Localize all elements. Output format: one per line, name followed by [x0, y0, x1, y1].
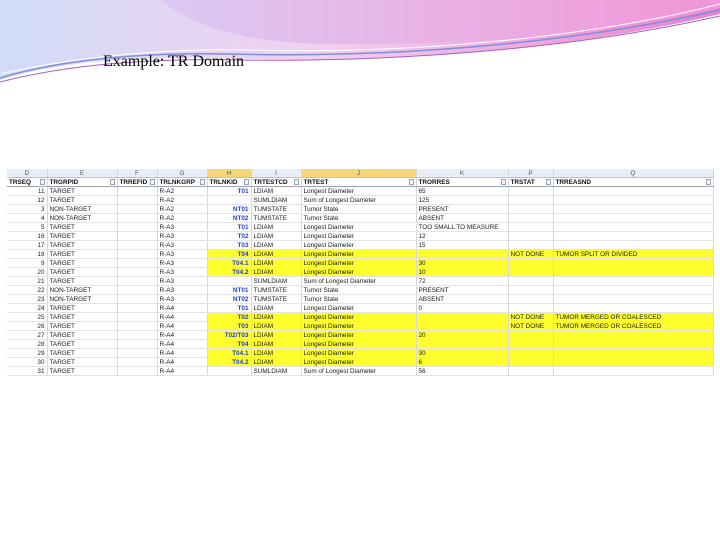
trlnkgrp-cell[interactable]: R-A2	[157, 214, 207, 223]
trseq-cell[interactable]: 21	[7, 277, 47, 286]
trreasnd-cell[interactable]	[553, 232, 713, 241]
table-row	[7, 331, 713, 340]
trtest-cell[interactable]: Longest Diameter	[301, 187, 416, 196]
trrefid-cell[interactable]	[117, 214, 157, 223]
trtest-cell[interactable]: Longest Diameter	[301, 313, 416, 322]
trstat-cell[interactable]	[508, 241, 553, 250]
trtestcd-cell[interactable]: SUMLDIAM	[251, 277, 301, 286]
trorres-cell[interactable]: 0	[416, 304, 508, 313]
trreasnd-cell[interactable]	[553, 349, 713, 358]
trlnkid-cell[interactable]: T04	[207, 340, 251, 349]
trgrpid-cell[interactable]: TARGET	[47, 250, 117, 259]
trorres-cell[interactable]: 72	[416, 277, 508, 286]
trtestcd-cell[interactable]: TUMSTATE	[251, 286, 301, 295]
trlnkgrp-cell[interactable]: R-A3	[157, 259, 207, 268]
filter-dropdown-icon[interactable]	[294, 179, 299, 185]
decorative-banner	[0, 0, 720, 90]
trseq-cell[interactable]: 16	[7, 232, 47, 241]
trseq-cell[interactable]: 24	[7, 304, 47, 313]
trseq-cell[interactable]: 9	[7, 259, 47, 268]
table-row	[7, 367, 713, 376]
trlnkgrp-cell[interactable]: R-A3	[157, 250, 207, 259]
trreasnd-cell[interactable]	[553, 340, 713, 349]
trtestcd-cell[interactable]: LDIAM	[251, 232, 301, 241]
trstat-cell[interactable]	[508, 187, 553, 196]
trseq-cell[interactable]: 18	[7, 250, 47, 259]
trtest-cell[interactable]: Tumor State	[301, 295, 416, 304]
table-row	[7, 214, 713, 223]
table-row	[7, 268, 713, 277]
header-label: TRREFID	[119, 178, 148, 186]
trlnkid-cell[interactable]	[207, 367, 251, 376]
trtestcd-cell[interactable]: LDIAM	[251, 358, 301, 367]
trgrpid-cell[interactable]: NON-TARGET	[47, 214, 117, 223]
column-letter[interactable]: F	[117, 169, 157, 178]
trgrpid-cell[interactable]: TARGET	[47, 358, 117, 367]
trtestcd-cell[interactable]: LDIAM	[251, 241, 301, 250]
table-row	[7, 322, 713, 331]
header-label: TRREASND	[555, 178, 592, 186]
trorres-cell[interactable]: PRESENT	[416, 286, 508, 295]
trorres-cell[interactable]: 15	[416, 241, 508, 250]
trgrpid-cell[interactable]: TARGET	[47, 322, 117, 331]
trtestcd-cell[interactable]: LDIAM	[251, 268, 301, 277]
trstat-cell[interactable]	[508, 331, 553, 340]
column-letter-row	[7, 169, 713, 178]
trstat-cell[interactable]	[508, 304, 553, 313]
trseq-cell[interactable]: 4	[7, 214, 47, 223]
trgrpid-cell[interactable]: TARGET	[47, 304, 117, 313]
trorres-cell[interactable]: 10	[416, 268, 508, 277]
trreasnd-cell[interactable]: TUMOR MERGED OR COALESCED	[553, 313, 713, 322]
trreasnd-cell[interactable]: TUMOR MERGED OR COALESCED	[553, 322, 713, 331]
trorres-cell[interactable]	[416, 340, 508, 349]
trseq-cell[interactable]: 12	[7, 196, 47, 205]
trreasnd-cell[interactable]	[553, 241, 713, 250]
column-letter[interactable]: D	[7, 169, 47, 178]
trtestcd-cell[interactable]: SUMLDIAM	[251, 367, 301, 376]
trrefid-cell[interactable]	[117, 322, 157, 331]
trtestcd-cell[interactable]: LDIAM	[251, 223, 301, 232]
trrefid-cell[interactable]	[117, 232, 157, 241]
trstat-cell[interactable]	[508, 340, 553, 349]
filter-dropdown-icon[interactable]	[409, 179, 414, 185]
trtestcd-cell[interactable]: LDIAM	[251, 340, 301, 349]
trlnkid-cell[interactable]: T04.2	[207, 268, 251, 277]
trtest-cell[interactable]: Longest Diameter	[301, 232, 416, 241]
trrefid-cell[interactable]	[117, 349, 157, 358]
trseq-cell[interactable]: 28	[7, 340, 47, 349]
trorres-cell[interactable]: 56	[416, 367, 508, 376]
trlnkgrp-cell[interactable]: R-A2	[157, 205, 207, 214]
header-row	[7, 178, 713, 187]
table-row	[7, 304, 713, 313]
trreasnd-cell[interactable]	[553, 295, 713, 304]
trorres-cell[interactable]: 30	[416, 259, 508, 268]
trtestcd-cell[interactable]: TUMSTATE	[251, 214, 301, 223]
trgrpid-cell[interactable]: TARGET	[47, 331, 117, 340]
trlnkid-cell[interactable]	[207, 277, 251, 286]
trrefid-cell[interactable]	[117, 205, 157, 214]
trlnkgrp-cell[interactable]: R-A4	[157, 367, 207, 376]
table-row	[7, 349, 713, 358]
trlnkgrp-cell[interactable]: R-A4	[157, 322, 207, 331]
trreasnd-cell[interactable]	[553, 331, 713, 340]
trrefid-cell[interactable]	[117, 358, 157, 367]
trorres-cell[interactable]: ABSENT	[416, 214, 508, 223]
trlnkid-cell[interactable]: T03	[207, 322, 251, 331]
trlnkid-cell[interactable]: T02/T03	[207, 331, 251, 340]
trseq-cell[interactable]: 5	[7, 223, 47, 232]
header-label: TRTEST	[303, 178, 329, 186]
trlnkgrp-cell[interactable]: R-A3	[157, 223, 207, 232]
trlnkgrp-cell[interactable]: R-A4	[157, 358, 207, 367]
trlnkgrp-cell[interactable]: R-A4	[157, 340, 207, 349]
trtest-cell[interactable]: Longest Diameter	[301, 268, 416, 277]
table-body	[7, 187, 713, 376]
filter-dropdown-icon[interactable]	[706, 179, 711, 185]
column-header	[117, 178, 157, 187]
column-header	[7, 178, 47, 187]
trlnkgrp-cell[interactable]: R-A3	[157, 295, 207, 304]
trgrpid-cell[interactable]: TARGET	[47, 223, 117, 232]
trstat-cell[interactable]	[508, 277, 553, 286]
trorres-cell[interactable]: PRESENT	[416, 205, 508, 214]
trgrpid-cell[interactable]: TARGET	[47, 241, 117, 250]
table-row	[7, 340, 713, 349]
trstat-cell[interactable]	[508, 205, 553, 214]
trlnkgrp-cell[interactable]: R-A2	[157, 187, 207, 196]
trlnkid-cell[interactable]: T04.2	[207, 358, 251, 367]
table-row	[7, 187, 713, 196]
column-header	[251, 178, 301, 187]
trtest-cell[interactable]: Longest Diameter	[301, 340, 416, 349]
trstat-cell[interactable]: NOT DONE	[508, 250, 553, 259]
trlnkgrp-cell[interactable]: R-A3	[157, 268, 207, 277]
trlnkid-cell[interactable]: T01	[207, 304, 251, 313]
trtestcd-cell[interactable]: TUMSTATE	[251, 205, 301, 214]
table-row	[7, 223, 713, 232]
trreasnd-cell[interactable]	[553, 205, 713, 214]
trstat-cell[interactable]	[508, 349, 553, 358]
trorres-cell[interactable]	[416, 322, 508, 331]
trreasnd-cell[interactable]	[553, 304, 713, 313]
trgrpid-cell[interactable]: TARGET	[47, 313, 117, 322]
trlnkid-cell[interactable]: NT02	[207, 295, 251, 304]
column-letter[interactable]: E	[47, 169, 117, 178]
trorres-cell[interactable]: ABSENT	[416, 295, 508, 304]
trorres-cell[interactable]	[416, 313, 508, 322]
table-row	[7, 286, 713, 295]
trtest-cell[interactable]: Tumor State	[301, 214, 416, 223]
trseq-cell[interactable]: 11	[7, 187, 47, 196]
trgrpid-cell[interactable]: TARGET	[47, 367, 117, 376]
header-label: TRTESTCD	[253, 178, 288, 186]
trtestcd-cell[interactable]: LDIAM	[251, 322, 301, 331]
table-row	[7, 358, 713, 367]
trstat-cell[interactable]	[508, 295, 553, 304]
trreasnd-cell[interactable]	[553, 367, 713, 376]
column-header	[301, 178, 416, 187]
trtest-cell[interactable]: Sum of Longest Diameter	[301, 367, 416, 376]
trlnkid-cell[interactable]: NT01	[207, 205, 251, 214]
trstat-cell[interactable]	[508, 358, 553, 367]
trrefid-cell[interactable]	[117, 340, 157, 349]
column-letter[interactable]: Q	[553, 169, 713, 178]
trrefid-cell[interactable]	[117, 304, 157, 313]
trtestcd-cell[interactable]: LDIAM	[251, 304, 301, 313]
column-letter[interactable]: I	[251, 169, 301, 178]
trtest-cell[interactable]: Longest Diameter	[301, 322, 416, 331]
trtestcd-cell[interactable]: SUMLDIAM	[251, 196, 301, 205]
trreasnd-cell[interactable]	[553, 223, 713, 232]
trreasnd-cell[interactable]: TUMOR SPLIT OR DIVIDED	[553, 250, 713, 259]
trstat-cell[interactable]	[508, 196, 553, 205]
trorres-cell[interactable]: TOO SMALL TO MEASURE	[416, 223, 508, 232]
trrefid-cell[interactable]	[117, 277, 157, 286]
trlnkid-cell[interactable]: T04	[207, 250, 251, 259]
trreasnd-cell[interactable]	[553, 259, 713, 268]
header-label: TRORRES	[418, 178, 450, 186]
trrefid-cell[interactable]	[117, 331, 157, 340]
trseq-cell[interactable]: 27	[7, 331, 47, 340]
trtest-cell[interactable]: Longest Diameter	[301, 223, 416, 232]
trorres-cell[interactable]: 30	[416, 349, 508, 358]
trlnkgrp-cell[interactable]: R-A3	[157, 277, 207, 286]
trtest-cell[interactable]: Tumor State	[301, 205, 416, 214]
filter-dropdown-icon[interactable]	[200, 179, 205, 185]
trreasnd-cell[interactable]	[553, 358, 713, 367]
trseq-cell[interactable]: 26	[7, 322, 47, 331]
trstat-cell[interactable]	[508, 268, 553, 277]
column-letter[interactable]: K	[416, 169, 508, 178]
header-label: TRSEQ	[9, 178, 32, 186]
trstat-cell[interactable]	[508, 214, 553, 223]
column-header	[416, 178, 508, 187]
trorres-cell[interactable]: 20	[416, 331, 508, 340]
header-label: TRLNKID	[209, 178, 238, 186]
filter-dropdown-icon[interactable]	[110, 179, 115, 185]
trrefid-cell[interactable]	[117, 286, 157, 295]
trtestcd-cell[interactable]: LDIAM	[251, 250, 301, 259]
trlnkid-cell[interactable]: T01	[207, 223, 251, 232]
trtest-cell[interactable]: Longest Diameter	[301, 250, 416, 259]
filter-dropdown-icon[interactable]	[244, 179, 249, 185]
trseq-cell[interactable]: 25	[7, 313, 47, 322]
spreadsheet-table	[7, 169, 714, 376]
trrefid-cell[interactable]	[117, 196, 157, 205]
trlnkgrp-cell[interactable]: R-A2	[157, 196, 207, 205]
trreasnd-cell[interactable]	[553, 268, 713, 277]
trrefid-cell[interactable]	[117, 367, 157, 376]
trrefid-cell[interactable]	[117, 223, 157, 232]
trseq-cell[interactable]: 17	[7, 241, 47, 250]
trtest-cell[interactable]: Longest Diameter	[301, 241, 416, 250]
trstat-cell[interactable]	[508, 232, 553, 241]
trlnkgrp-cell[interactable]: R-A4	[157, 331, 207, 340]
trseq-cell[interactable]: 29	[7, 349, 47, 358]
trtest-cell[interactable]: Longest Diameter	[301, 349, 416, 358]
column-letter[interactable]: G	[157, 169, 207, 178]
trgrpid-cell[interactable]: NON-TARGET	[47, 286, 117, 295]
column-letter[interactable]: H	[207, 169, 251, 178]
trtest-cell[interactable]: Tumor State	[301, 286, 416, 295]
trseq-cell[interactable]: 3	[7, 205, 47, 214]
trrefid-cell[interactable]	[117, 250, 157, 259]
trgrpid-cell[interactable]: TARGET	[47, 196, 117, 205]
filter-dropdown-icon[interactable]	[546, 179, 551, 185]
trtest-cell[interactable]: Sum of Longest Diameter	[301, 277, 416, 286]
trstat-cell[interactable]	[508, 367, 553, 376]
slide-title: Example: TR Domain	[103, 53, 245, 70]
trgrpid-cell[interactable]: TARGET	[47, 277, 117, 286]
trorres-cell[interactable]: 6	[416, 358, 508, 367]
trgrpid-cell[interactable]: TARGET	[47, 268, 117, 277]
column-letter[interactable]: P	[508, 169, 553, 178]
trtest-cell[interactable]: Sum of Longest Diameter	[301, 196, 416, 205]
trrefid-cell[interactable]	[117, 295, 157, 304]
trlnkgrp-cell[interactable]: R-A3	[157, 232, 207, 241]
filter-dropdown-icon[interactable]	[40, 179, 45, 185]
trtest-cell[interactable]: Longest Diameter	[301, 304, 416, 313]
trstat-cell[interactable]	[508, 259, 553, 268]
trlnkgrp-cell[interactable]: R-A3	[157, 286, 207, 295]
trorres-cell[interactable]: 65	[416, 187, 508, 196]
header-label: TRGRPID	[49, 178, 79, 186]
trstat-cell[interactable]	[508, 223, 553, 232]
trreasnd-cell[interactable]	[553, 214, 713, 223]
trseq-cell[interactable]: 23	[7, 295, 47, 304]
trtestcd-cell[interactable]: TUMSTATE	[251, 295, 301, 304]
trtestcd-cell[interactable]: LDIAM	[251, 349, 301, 358]
header-label: TRSTAT	[510, 178, 535, 186]
column-header	[207, 178, 251, 187]
trseq-cell[interactable]: 31	[7, 367, 47, 376]
trlnkid-cell[interactable]: T02	[207, 313, 251, 322]
trreasnd-cell[interactable]	[553, 196, 713, 205]
filter-dropdown-icon[interactable]	[501, 179, 506, 185]
trtestcd-cell[interactable]: LDIAM	[251, 259, 301, 268]
table-row	[7, 196, 713, 205]
trtest-cell[interactable]: Longest Diameter	[301, 331, 416, 340]
table-row	[7, 295, 713, 304]
trgrpid-cell[interactable]: TARGET	[47, 187, 117, 196]
trtest-cell[interactable]: Longest Diameter	[301, 259, 416, 268]
trlnkid-cell[interactable]: T02	[207, 232, 251, 241]
table-row	[7, 259, 713, 268]
trrefid-cell[interactable]	[117, 268, 157, 277]
header-label: TRLNKGRP	[159, 178, 196, 186]
column-letter[interactable]: J	[301, 169, 416, 178]
trgrpid-cell[interactable]: TARGET	[47, 232, 117, 241]
table-row	[7, 232, 713, 241]
table-row	[7, 250, 713, 259]
trseq-cell[interactable]: 22	[7, 286, 47, 295]
trlnkgrp-cell[interactable]: R-A4	[157, 304, 207, 313]
trstat-cell[interactable]: NOT DONE	[508, 313, 553, 322]
table-row	[7, 241, 713, 250]
trtestcd-cell[interactable]: LDIAM	[251, 331, 301, 340]
trrefid-cell[interactable]	[117, 259, 157, 268]
trstat-cell[interactable]: NOT DONE	[508, 322, 553, 331]
column-header	[47, 178, 117, 187]
trlnkid-cell[interactable]: NT02	[207, 214, 251, 223]
trgrpid-cell[interactable]: TARGET	[47, 259, 117, 268]
trrefid-cell[interactable]	[117, 187, 157, 196]
trgrpid-cell[interactable]: TARGET	[47, 349, 117, 358]
table-row	[7, 277, 713, 286]
table-row	[7, 205, 713, 214]
trlnkgrp-cell[interactable]: R-A4	[157, 313, 207, 322]
trrefid-cell[interactable]	[117, 241, 157, 250]
trseq-cell[interactable]: 30	[7, 358, 47, 367]
trgrpid-cell[interactable]: TARGET	[47, 340, 117, 349]
trreasnd-cell[interactable]	[553, 277, 713, 286]
filter-dropdown-icon[interactable]	[150, 179, 155, 185]
trtestcd-cell[interactable]: LDIAM	[251, 313, 301, 322]
table-row	[7, 313, 713, 322]
trtest-cell[interactable]: Longest Diameter	[301, 358, 416, 367]
trlnkid-cell[interactable]	[207, 196, 251, 205]
trlnkid-cell[interactable]: T04.1	[207, 349, 251, 358]
column-header	[508, 178, 553, 187]
trorres-cell[interactable]	[416, 250, 508, 259]
trlnkid-cell[interactable]: T04.1	[207, 259, 251, 268]
trstat-cell[interactable]	[508, 286, 553, 295]
trlnkid-cell[interactable]: NT01	[207, 286, 251, 295]
trgrpid-cell[interactable]: NON-TARGET	[47, 205, 117, 214]
trrefid-cell[interactable]	[117, 313, 157, 322]
trorres-cell[interactable]: 125	[416, 196, 508, 205]
trtestcd-cell[interactable]: LDIAM	[251, 187, 301, 196]
column-header	[157, 178, 207, 187]
trlnkid-cell[interactable]: T03	[207, 241, 251, 250]
column-header	[553, 178, 713, 187]
trlnkgrp-cell[interactable]: R-A3	[157, 241, 207, 250]
trlnkgrp-cell[interactable]: R-A4	[157, 349, 207, 358]
trlnkid-cell[interactable]: T01	[207, 187, 251, 196]
trreasnd-cell[interactable]	[553, 187, 713, 196]
trreasnd-cell[interactable]	[553, 286, 713, 295]
trgrpid-cell[interactable]: NON-TARGET	[47, 295, 117, 304]
trorres-cell[interactable]: 12	[416, 232, 508, 241]
trseq-cell[interactable]: 20	[7, 268, 47, 277]
